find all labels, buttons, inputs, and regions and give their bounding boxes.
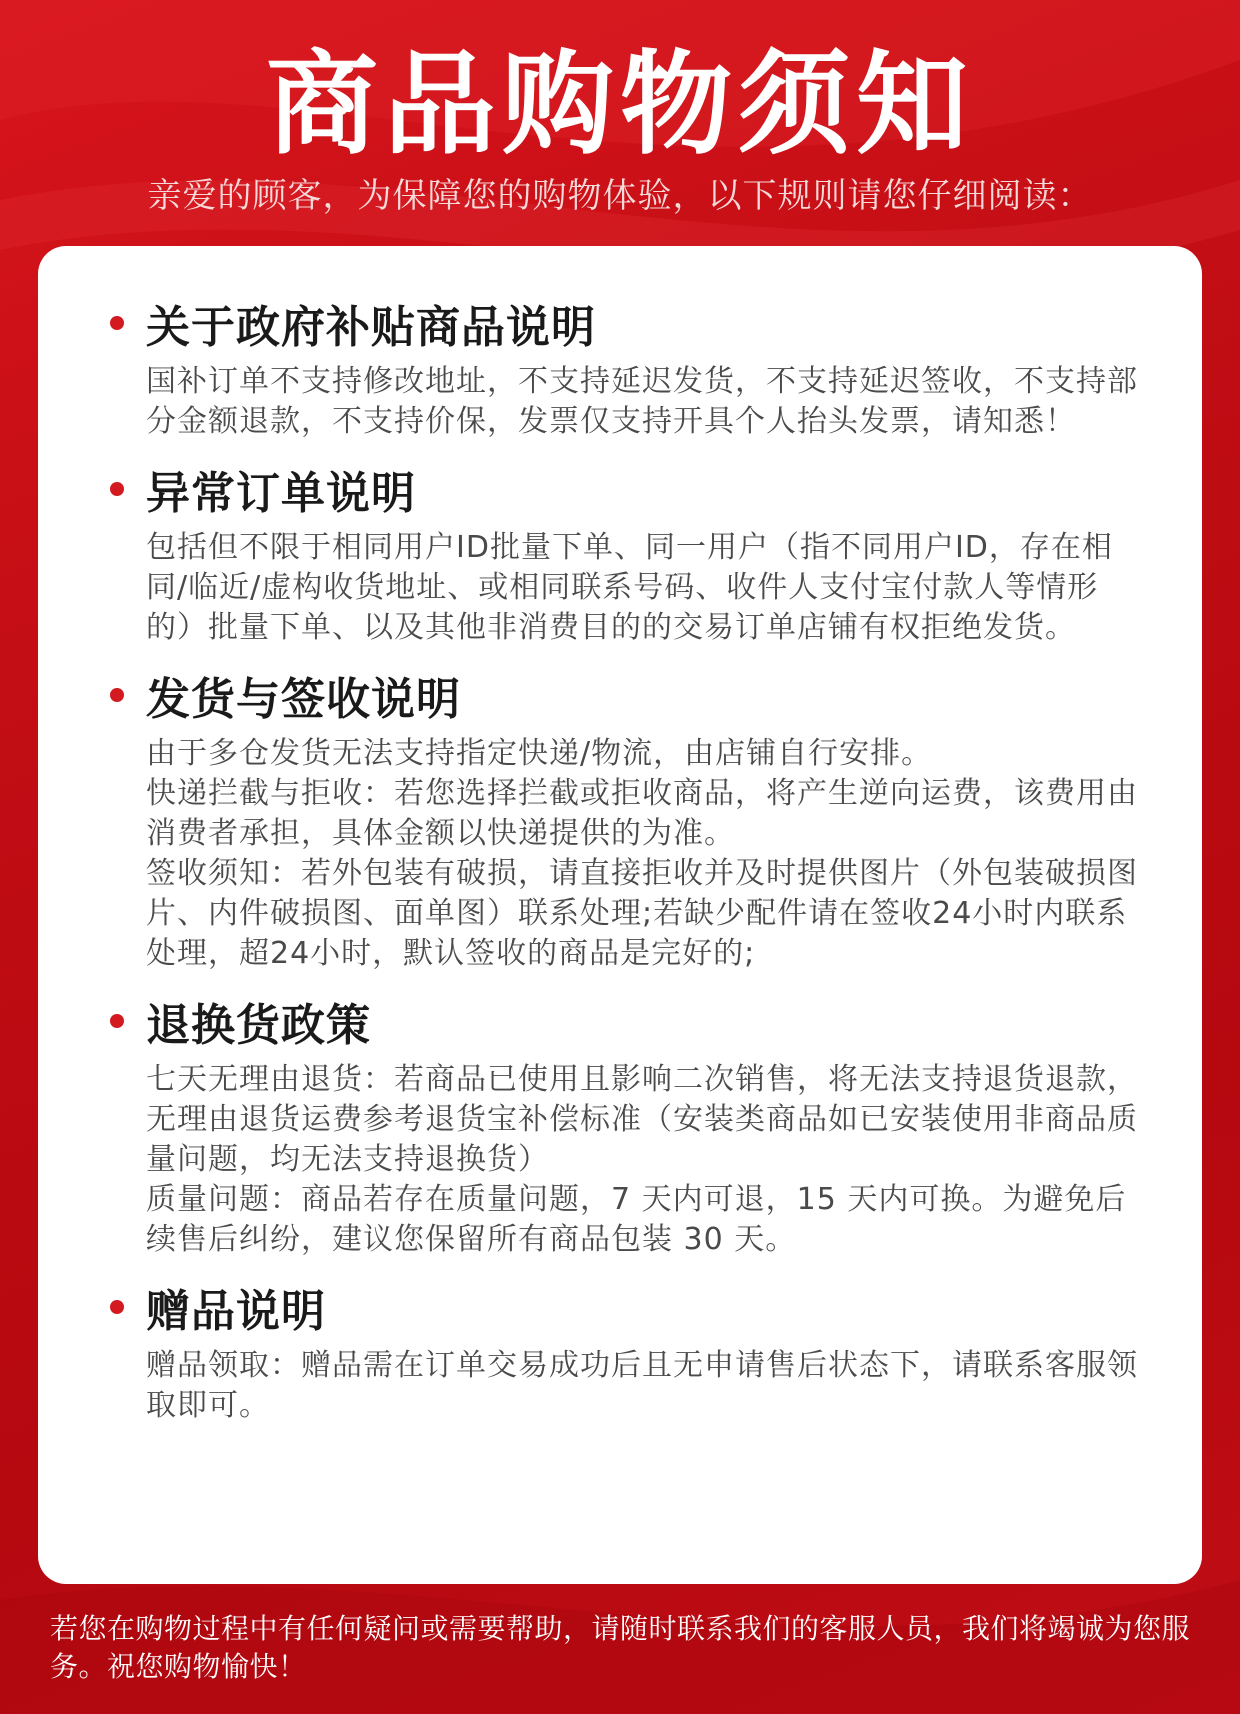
bullet-dot-icon bbox=[110, 316, 124, 330]
section-paragraph: 国补订单不支持修改地址，不支持延迟发货，不支持延迟签收，不支持部分金额退款，不支持价保，发票仅支持开具个人抬头发票，请知悉！ bbox=[146, 364, 1138, 439]
section-heading bbox=[110, 290, 1142, 356]
section-paragraph: 签收须知：若外包装有破损，请直接拒收并及时提供图片（外包装破损图片、内件破损图、面单图）联系处理;若缺少配件请在签收24小时内联系处理，超24小时，默认签收的商品是完好的; bbox=[146, 856, 1138, 971]
section-title: 赠品说明 bbox=[146, 1286, 326, 1337]
section-heading bbox=[110, 988, 1142, 1054]
section-body bbox=[110, 522, 1142, 648]
section-abnormal-orders bbox=[110, 456, 1142, 648]
section-paragraph: 由于多仓发货无法支持指定快递/物流，由店铺自行安排。 bbox=[146, 736, 933, 771]
footer-note: 若您在购物过程中有任何疑问或需要帮助，请随时联系我们的客服人员，我们将竭诚为您服务。祝您购物愉快！ bbox=[50, 1612, 1191, 1683]
section-body bbox=[110, 1054, 1142, 1260]
section-title: 异常订单说明 bbox=[146, 468, 416, 519]
section-paragraph: 快递拦截与拒收：若您选择拦截或拒收商品，将产生逆向运费，该费用由消费者承担，具体金额以快递提供的为准。 bbox=[146, 776, 1138, 851]
section-heading bbox=[110, 662, 1142, 728]
section-paragraph: 质量问题：商品若存在质量问题，7 天内可退，15 天内可换。为避免后续售后纠纷，建议您保留所有商品包装 30 天。 bbox=[146, 1182, 1127, 1257]
section-body bbox=[110, 728, 1142, 974]
section-body bbox=[110, 356, 1142, 442]
bullet-dot-icon bbox=[110, 1014, 124, 1028]
page-title: 商品购物须知 bbox=[266, 40, 974, 170]
bullet-dot-icon bbox=[110, 688, 124, 702]
section-gifts bbox=[110, 1274, 1142, 1426]
section-body bbox=[110, 1340, 1142, 1426]
section-gov-subsidy bbox=[110, 290, 1142, 442]
section-title: 退换货政策 bbox=[146, 1000, 371, 1051]
section-paragraph: 包括但不限于相同用户ID批量下单、同一用户（指不同用户ID，存在相同/临近/虚构收货地址、或相同联系号码、收件人支付宝付款人等情形的）批量下单、以及其他非消费目的的交易订单店铺有权拒绝发货。 bbox=[146, 530, 1113, 645]
section-paragraph: 赠品领取：赠品需在订单交易成功后且无申请售后状态下，请联系客服领取即可。 bbox=[146, 1348, 1138, 1423]
section-heading bbox=[110, 456, 1142, 522]
bullet-dot-icon bbox=[110, 1300, 124, 1314]
section-heading bbox=[110, 1274, 1142, 1340]
section-return-policy bbox=[110, 988, 1142, 1260]
section-title: 发货与签收说明 bbox=[146, 674, 461, 725]
page-subtitle: 亲爱的顾客，为保障您的购物体验，以下规则请您仔细阅读： bbox=[147, 176, 1093, 216]
section-paragraph: 七天无理由退货：若商品已使用且影响二次销售，将无法支持退货退款，无理由退货运费参考退货宝补偿标准（安装类商品如已安装使用非商品质量问题，均无法支持退换货） bbox=[146, 1062, 1138, 1177]
section-title: 关于政府补贴商品说明 bbox=[146, 302, 596, 353]
rules-card bbox=[38, 246, 1202, 1584]
section-shipping-receipt bbox=[110, 662, 1142, 974]
bullet-dot-icon bbox=[110, 482, 124, 496]
